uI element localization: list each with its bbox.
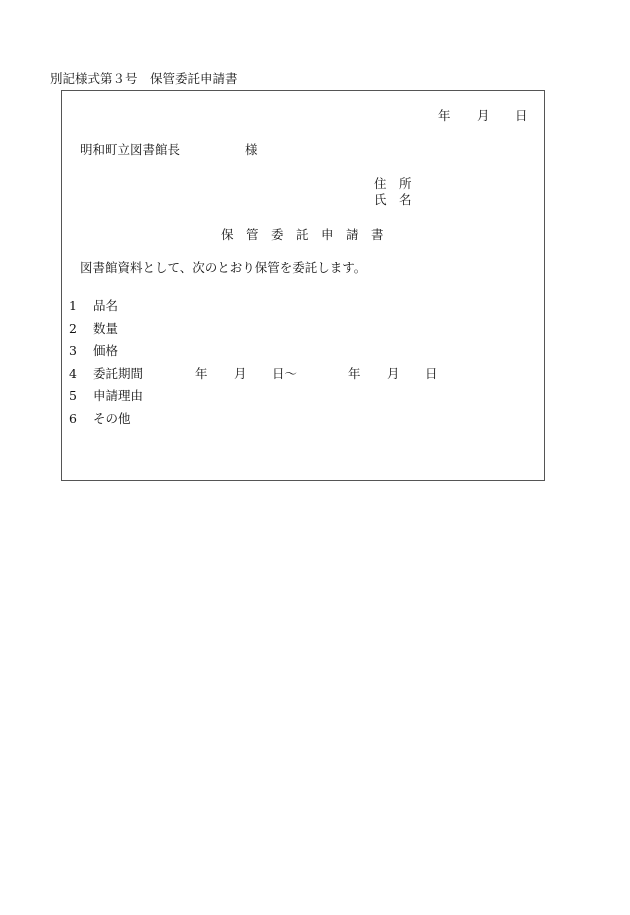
period-start-year: 年 <box>195 366 208 381</box>
form-header: 別記様式第３号 保管委託申請書 <box>50 71 238 86</box>
period-end-day: 日 <box>425 366 438 381</box>
item-label: その他 <box>93 411 131 426</box>
period-end-month: 月 <box>387 366 400 381</box>
item-label: 申請理由 <box>93 388 144 403</box>
form-title: 保 管 委 託 申 請 書 <box>221 227 384 242</box>
item-number: 6 <box>69 411 77 426</box>
intro-text: 図書館資料として、次のとおり保管を委託します。 <box>80 260 367 275</box>
applicant-name-label: 氏 名 <box>374 192 412 207</box>
addressee-name: 明和町立図書館長 <box>80 142 181 157</box>
item-number: 2 <box>69 321 77 336</box>
date-month: 月 <box>477 108 490 123</box>
period-start-month: 月 <box>234 366 247 381</box>
addressee-honorific: 様 <box>245 142 258 157</box>
item-label: 委託期間 <box>93 366 144 381</box>
item-number: 4 <box>69 366 77 381</box>
period-start-day: 日～ <box>272 366 298 381</box>
item-label: 価格 <box>93 343 119 358</box>
date-day: 日 <box>515 108 528 123</box>
period-end-year: 年 <box>348 366 361 381</box>
item-number: 3 <box>69 343 77 358</box>
date-year: 年 <box>438 108 451 123</box>
item-label: 数量 <box>93 321 119 336</box>
item-number: 1 <box>69 298 77 313</box>
item-number: 5 <box>69 388 77 403</box>
item-label: 品名 <box>93 298 119 313</box>
applicant-address-label: 住 所 <box>374 176 412 191</box>
